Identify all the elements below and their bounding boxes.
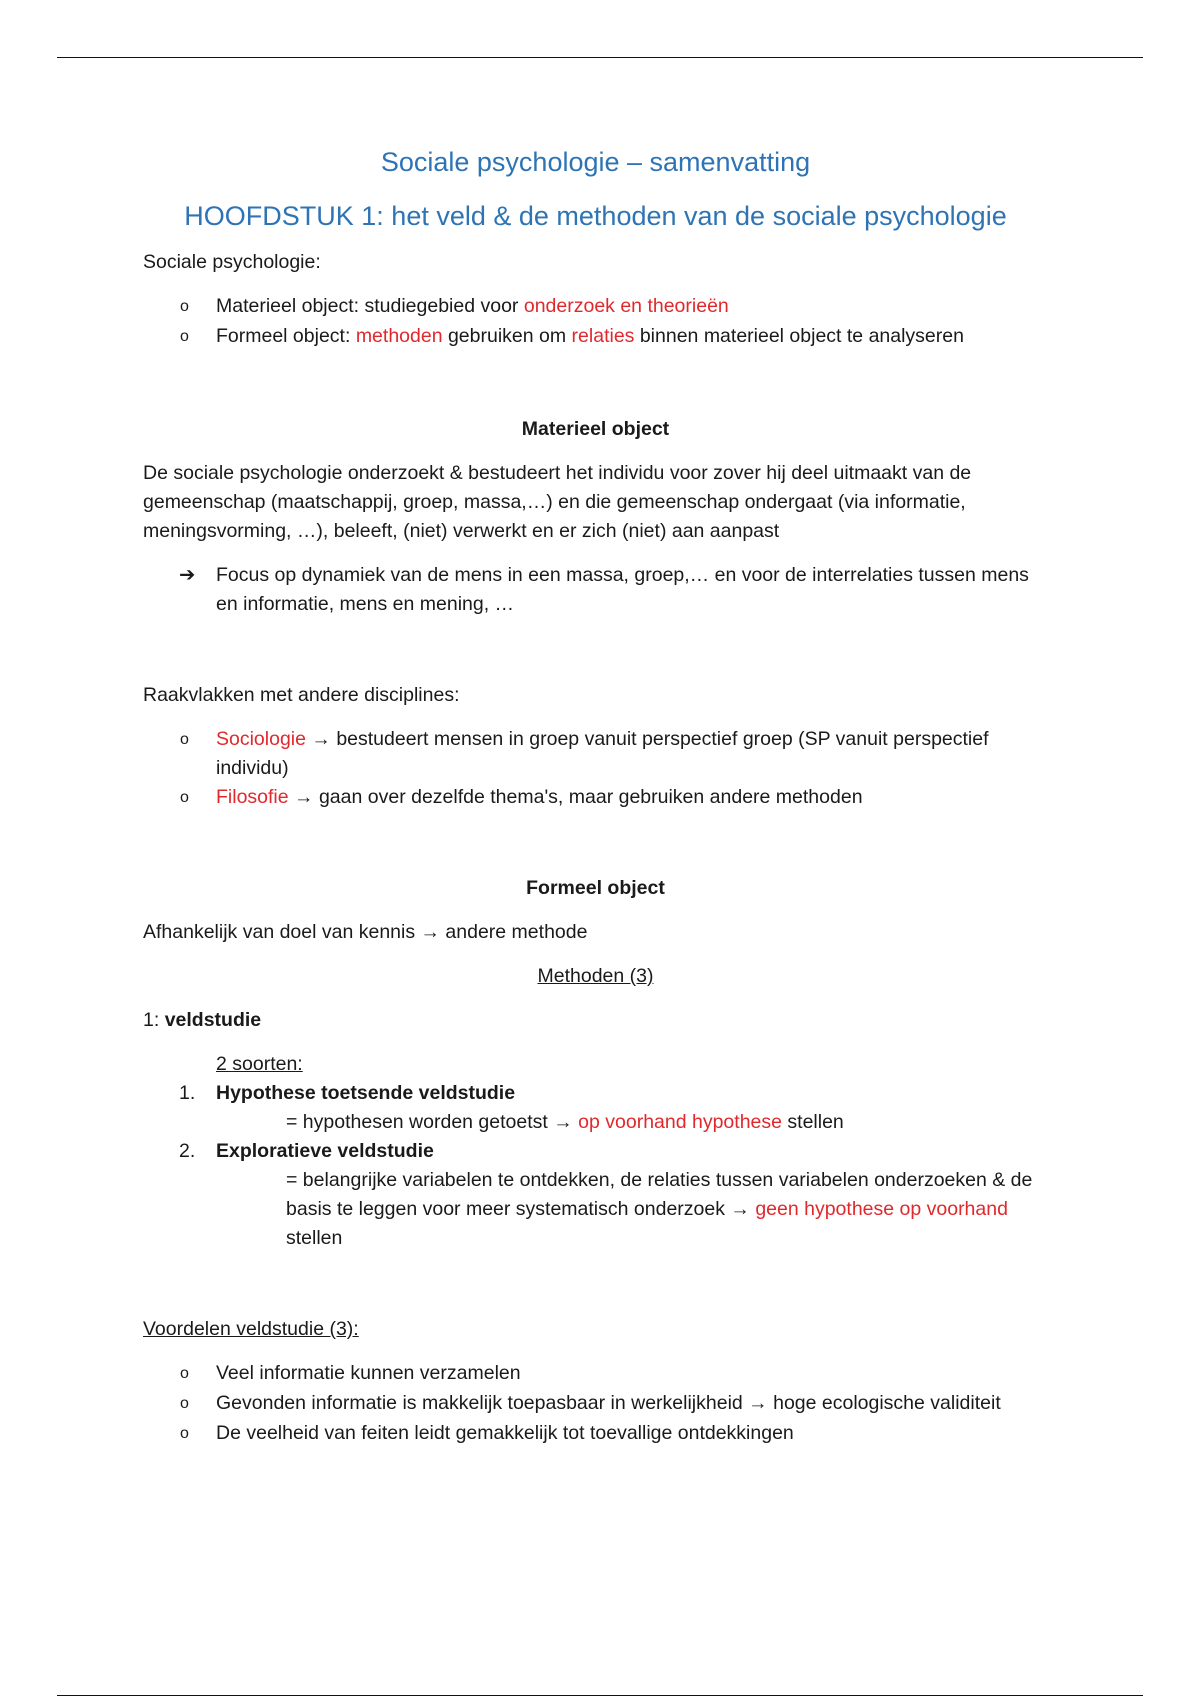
document-page	[143, 144, 1048, 1448]
veldstudie-types	[143, 1079, 1048, 1108]
list-item: o Veel informatie kunnen verzamelen	[143, 1359, 1048, 1388]
voordelen-list	[143, 1359, 1048, 1448]
methods-heading: Methoden (3)	[537, 965, 654, 987]
highlight-text: relaties	[571, 325, 635, 347]
type1-description: = hypothesen worden getoetst → op voorhand hypothese stellen	[286, 1111, 844, 1133]
list-item: 1. Hypothese toetsende veldstudie	[179, 1082, 516, 1104]
type2-description: = belangrijke variabelen te ontdekken, de relaties tussen variabelen onderzoeken & de basis te leggen voor meer systematisch onderzoek → geen hypothese op voorhand stellen	[286, 1169, 1033, 1249]
bullet-icon: o	[180, 1365, 189, 1382]
list-item: o Gevonden informatie is makkelijk toepasbaar in werkelijkheid → hoge ecologische validiteit	[143, 1389, 1048, 1418]
highlight-text: Filosofie	[216, 786, 289, 808]
highlight-text: geen hypothese op voorhand	[755, 1198, 1008, 1220]
raakvlakken-list	[143, 725, 1048, 812]
focus-item: ➔ Focus op dynamiek van de mens in een massa, groep,… en voor de interrelaties tussen mens en informatie, mens en mening, …	[143, 561, 1048, 619]
intro-list	[143, 292, 1048, 351]
soorten-label: 2 soorten:	[216, 1053, 303, 1075]
bullet-icon: o	[180, 731, 189, 748]
highlight-text: Sociologie	[216, 728, 306, 750]
section-heading-materieel: Materieel object	[521, 418, 670, 440]
arrow-icon: ➔	[179, 564, 196, 586]
list-item: o Sociologie → bestudeert mensen in groep vanuit perspectief groep (SP vanuit perspectief individu)	[143, 725, 1048, 783]
section-heading-formeel: Formeel object	[526, 877, 665, 899]
bullet-icon: o	[180, 328, 189, 345]
veldstudie-heading: 1: veldstudie	[143, 1009, 262, 1031]
highlight-text: op voorhand hypothese	[578, 1111, 782, 1133]
list-item: 2. Exploratieve veldstudie	[179, 1140, 434, 1162]
footer-rule	[57, 1695, 1143, 1696]
intro-label: Sociale psychologie:	[143, 251, 321, 273]
raakvlakken-label: Raakvlakken met andere disciplines:	[143, 684, 460, 706]
list-item: o De veelheid van feiten leidt gemakkelijk tot toevallige ontdekkingen	[143, 1419, 1048, 1448]
bullet-icon: o	[180, 789, 189, 806]
bullet-icon: o	[180, 298, 189, 315]
veldstudie-types	[143, 1137, 1048, 1166]
header-rule	[57, 57, 1143, 58]
list-item: o Formeel object: methoden gebruiken om relaties binnen materieel object te analyseren	[143, 322, 1048, 351]
chapter-title: HOOFDSTUK 1: het veld & de methoden van de sociale psychologie	[184, 201, 1007, 231]
highlight-text: methoden	[355, 325, 443, 347]
bullet-icon: o	[180, 1425, 189, 1442]
materieel-paragraph: De sociale psychologie onderzoekt & bestudeert het individu voor zover hij deel uitmaakt van de gemeenschap (maatschappij, groep, massa,…) en die gemeenschap ondergaat (via informatie, meningsvorming, …), beleeft, (niet) verwerkt en er zich (niet) aan aanpast	[143, 462, 972, 542]
highlight-text: onderzoek en theorieën	[523, 295, 729, 317]
formeel-line: Afhankelijk van doel van kennis → andere methode	[143, 921, 588, 943]
list-item: o Filosofie → gaan over dezelfde thema's, maar gebruiken andere methoden	[143, 783, 1048, 812]
list-item: o Materieel object: studiegebied voor onderzoek en theorieën	[143, 292, 1048, 321]
voordelen-heading: Voordelen veldstudie (3):	[143, 1318, 359, 1340]
document-title: Sociale psychologie – samenvatting	[380, 147, 811, 177]
bullet-icon: o	[180, 1395, 189, 1412]
